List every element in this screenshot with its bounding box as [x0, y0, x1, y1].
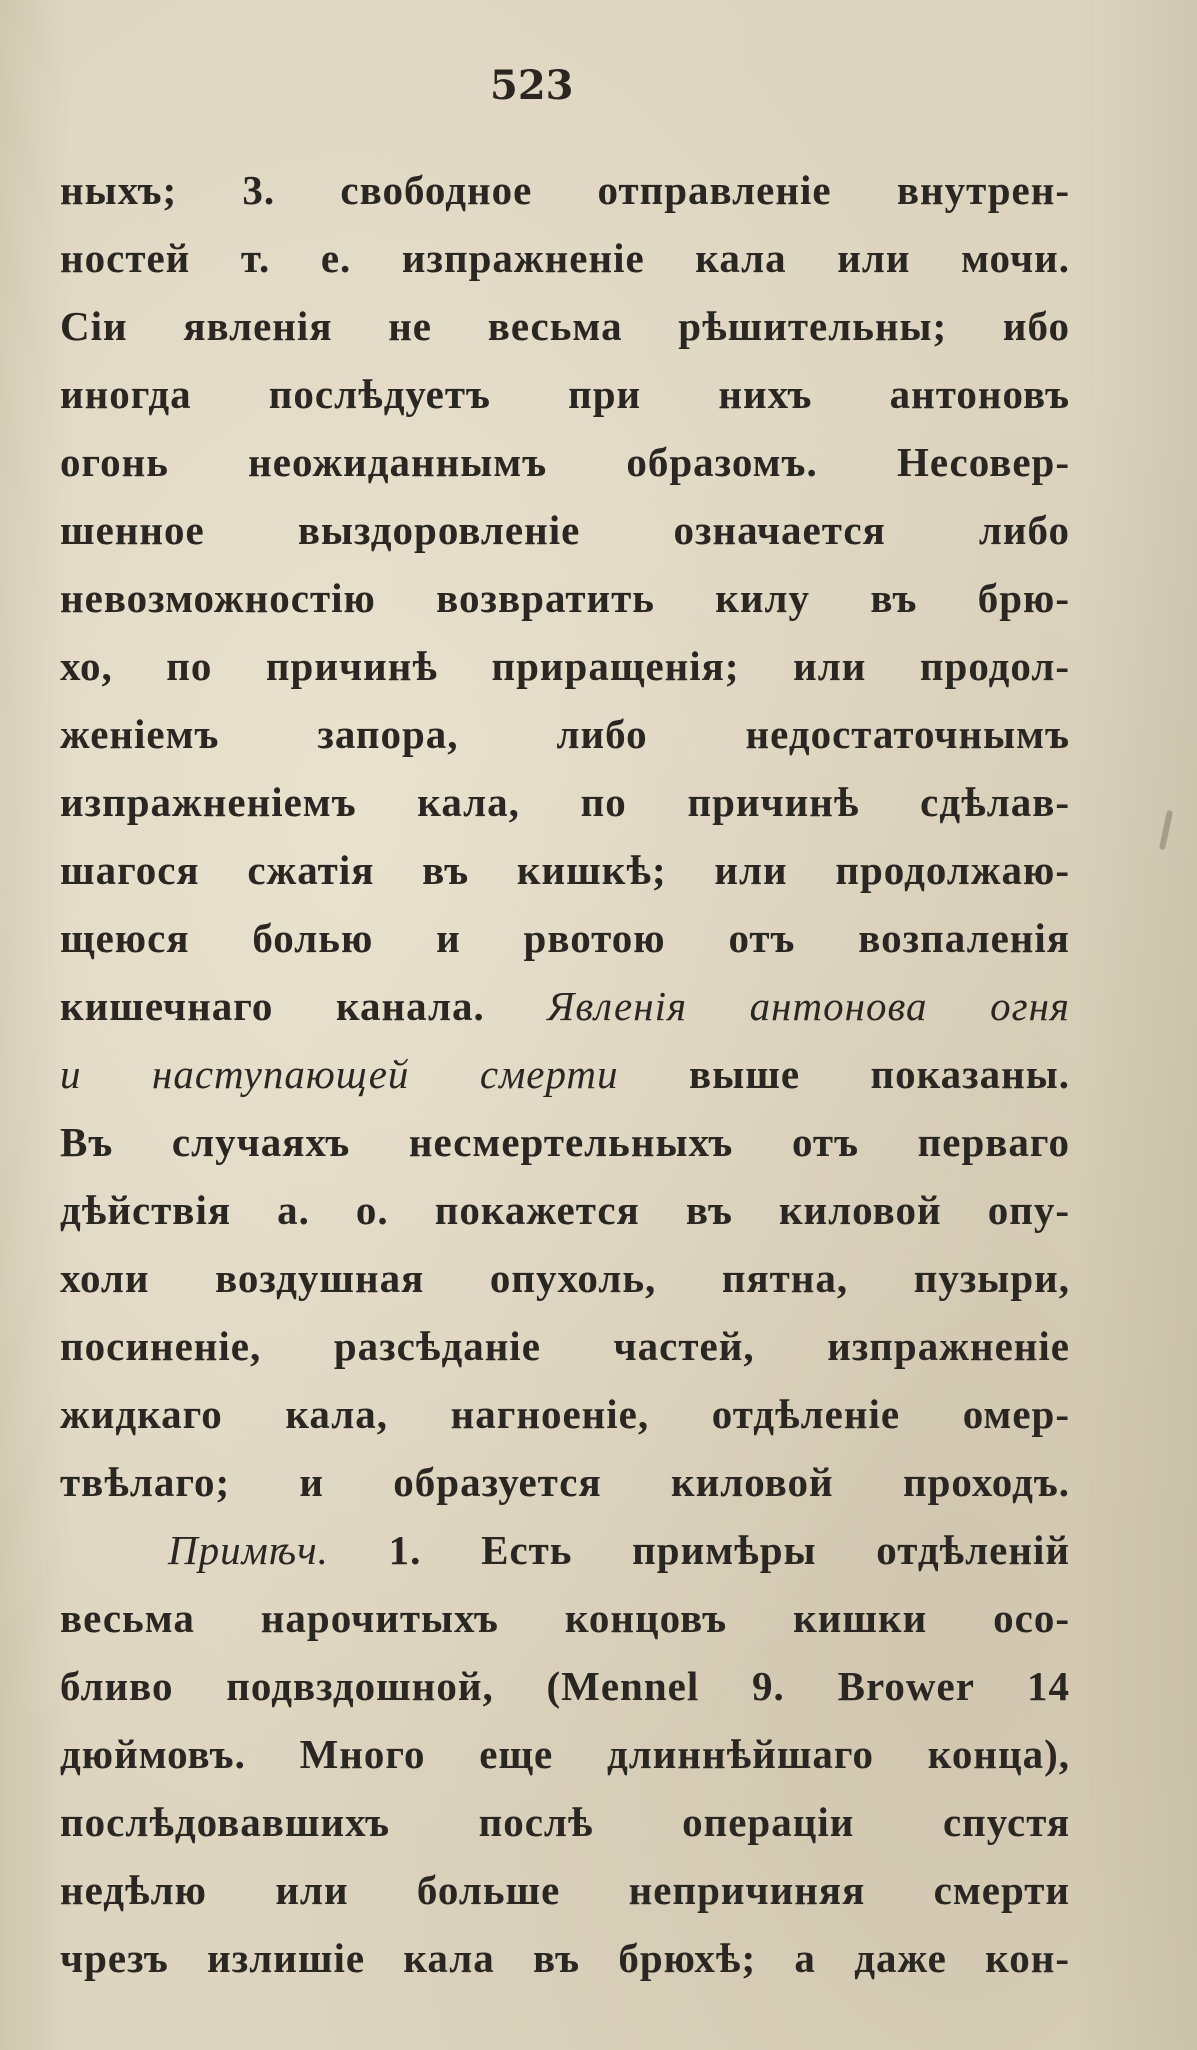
text-run: Сіи явленія не весьма рѣшительны; ибо: [60, 303, 1070, 349]
italic-text-run: Явленія антонова огня: [547, 983, 1070, 1029]
text-line: [60, 632, 1070, 700]
text-run: шагося сжатія въ кишкѣ; или продолжаю-: [60, 847, 1070, 893]
text-line: [60, 836, 1070, 904]
text-line: [60, 1312, 1070, 1380]
text-line: [60, 700, 1070, 768]
text-line: [60, 1040, 1070, 1108]
text-run: послѣдовавшихъ послѣ операціи спустя: [60, 1799, 1070, 1845]
text-run: щеюся болью и рвотою отъ возпаленія: [60, 915, 1070, 961]
page-smudge: [1159, 810, 1173, 850]
text-run: иногда послѣдуетъ при нихъ антоновъ: [60, 371, 1070, 417]
text-line: [60, 768, 1070, 836]
text-line: [60, 224, 1070, 292]
text-run: дюймовъ. Много еще длиннѣйшаго конца),: [60, 1731, 1070, 1777]
text-run: ностей т. е. изпражненіе кала или мочи.: [60, 235, 1070, 281]
text-run: чрезъ излишіе кала въ брюхѣ; а даже кон-: [60, 1935, 1070, 1981]
text-line: [60, 496, 1070, 564]
text-run: кишечнаго канала.: [60, 983, 548, 1029]
text-line: [60, 292, 1070, 360]
text-line: [60, 428, 1070, 496]
text-line: [60, 1380, 1070, 1448]
text-line: [60, 1244, 1070, 1312]
text-run: 1. Есть примѣры отдѣленій: [328, 1527, 1070, 1573]
text-line: [60, 1108, 1070, 1176]
text-line: [60, 1516, 1070, 1584]
text-run: невозможностію возвратить килу въ брю-: [60, 575, 1070, 621]
text-run: женіемъ запора, либо недостаточнымъ: [60, 711, 1070, 757]
text-run: холи воздушная опухоль, пятна, пузыри,: [60, 1255, 1070, 1301]
text-line: [60, 1924, 1070, 1992]
text-run: хо, по причинѣ приращенія; или продол-: [60, 643, 1070, 689]
text-run: огонь неожиданнымъ образомъ. Несовер-: [60, 439, 1070, 485]
text-line: [60, 1856, 1070, 1924]
text-run: твѣлаго; и образуется киловой проходъ.: [60, 1459, 1070, 1505]
text-run: шенное выздоровленіе означается либо: [60, 507, 1070, 553]
text-line: [60, 1652, 1070, 1720]
italic-text-run: Примѣч.: [168, 1527, 329, 1573]
text-run: дѣйствія а. о. покажется въ киловой опу-: [60, 1187, 1070, 1233]
page-number: 523: [490, 62, 574, 109]
italic-text-run: и наступающей смерти: [60, 1051, 619, 1097]
text-line: [60, 156, 1070, 224]
text-line: [60, 1720, 1070, 1788]
text-line: [60, 1448, 1070, 1516]
text-run: выше показаны.: [618, 1051, 1071, 1097]
text-line: [60, 1584, 1070, 1652]
text-line: [60, 972, 1070, 1040]
text-line: [60, 1176, 1070, 1244]
text-run: Въ случаяхъ несмертельныхъ отъ перваго: [60, 1119, 1070, 1165]
text-run: посиненіе, разсѣданіе частей, изпражненіе: [60, 1323, 1070, 1369]
text-run: недѣлю или больше непричиняя смерти: [60, 1867, 1070, 1913]
text-line: [60, 360, 1070, 428]
text-run: изпражненіемъ кала, по причинѣ сдѣлав-: [60, 779, 1070, 825]
text-line: [60, 904, 1070, 972]
text-line: [60, 1788, 1070, 1856]
text-run: ныхъ; 3. свободное отправленіе внутрен-: [60, 167, 1070, 213]
text-line: [60, 564, 1070, 632]
text-run: жидкаго кала, нагноеніе, отдѣленіе омер-: [60, 1391, 1070, 1437]
body-text: [60, 156, 1070, 1992]
text-run: бливо подвздошной, (Mennel 9. Brower 14: [60, 1663, 1070, 1709]
text-run: весьма нарочитыхъ концовъ кишки осо-: [60, 1595, 1070, 1641]
